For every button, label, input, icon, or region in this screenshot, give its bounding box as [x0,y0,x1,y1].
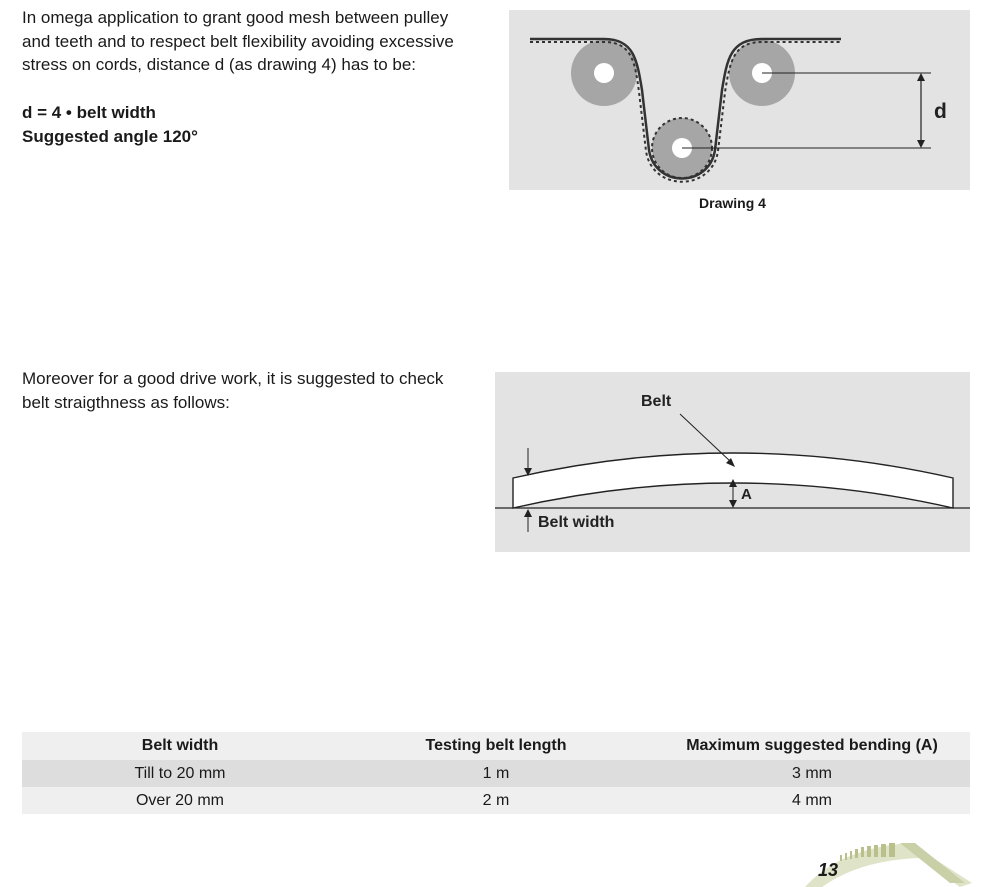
paragraph-line: Moreover for a good drive work, it is suggested to check [22,369,444,388]
header-belt-width: Belt width [141,737,219,754]
intro-line: and teeth and to respect belt flexibility avoiding excessive [22,31,454,51]
suggested-angle: Suggested angle 120° [22,127,198,146]
table-cell: 2 m [482,791,510,809]
table-row [22,787,970,814]
drawing-4 [509,10,970,190]
formula-line: d = 4 • belt width [22,103,156,122]
belt-width-label: Belt width [538,514,615,531]
drawing-4-caption: Drawing 4 [699,195,766,211]
d-label: d [934,100,947,123]
straightness-paragraph [22,367,492,415]
table-cell: 4 mm [792,791,832,809]
page-number: 13 [818,860,839,880]
belt-bending-table [22,732,970,814]
header-testing-length: Testing belt length [425,737,567,754]
belt-straightness-diagram [495,372,970,552]
belt-label: Belt [641,393,672,410]
omega-drive-diagram [509,10,970,190]
a-label: A [741,486,752,503]
intro-paragraph [22,6,502,77]
table-header-row [22,732,970,760]
intro-line: stress on cords, distance d (as drawing 4) has to be: [22,55,417,74]
intro-line: In omega application to grant good mesh between pulley [22,8,449,27]
formula-block [22,101,198,149]
table-cell: 3 mm [792,764,832,782]
table-row [22,760,970,787]
belt-bend-drawing [495,372,970,552]
paragraph-line: belt straigthness as follows: [22,393,230,412]
table-cell: Till to 20 mm [134,764,226,782]
header-max-bending: Maximum suggested bending (A) [686,737,938,754]
table-cell: Over 20 mm [135,791,224,809]
table-cell: 1 m [482,764,510,782]
